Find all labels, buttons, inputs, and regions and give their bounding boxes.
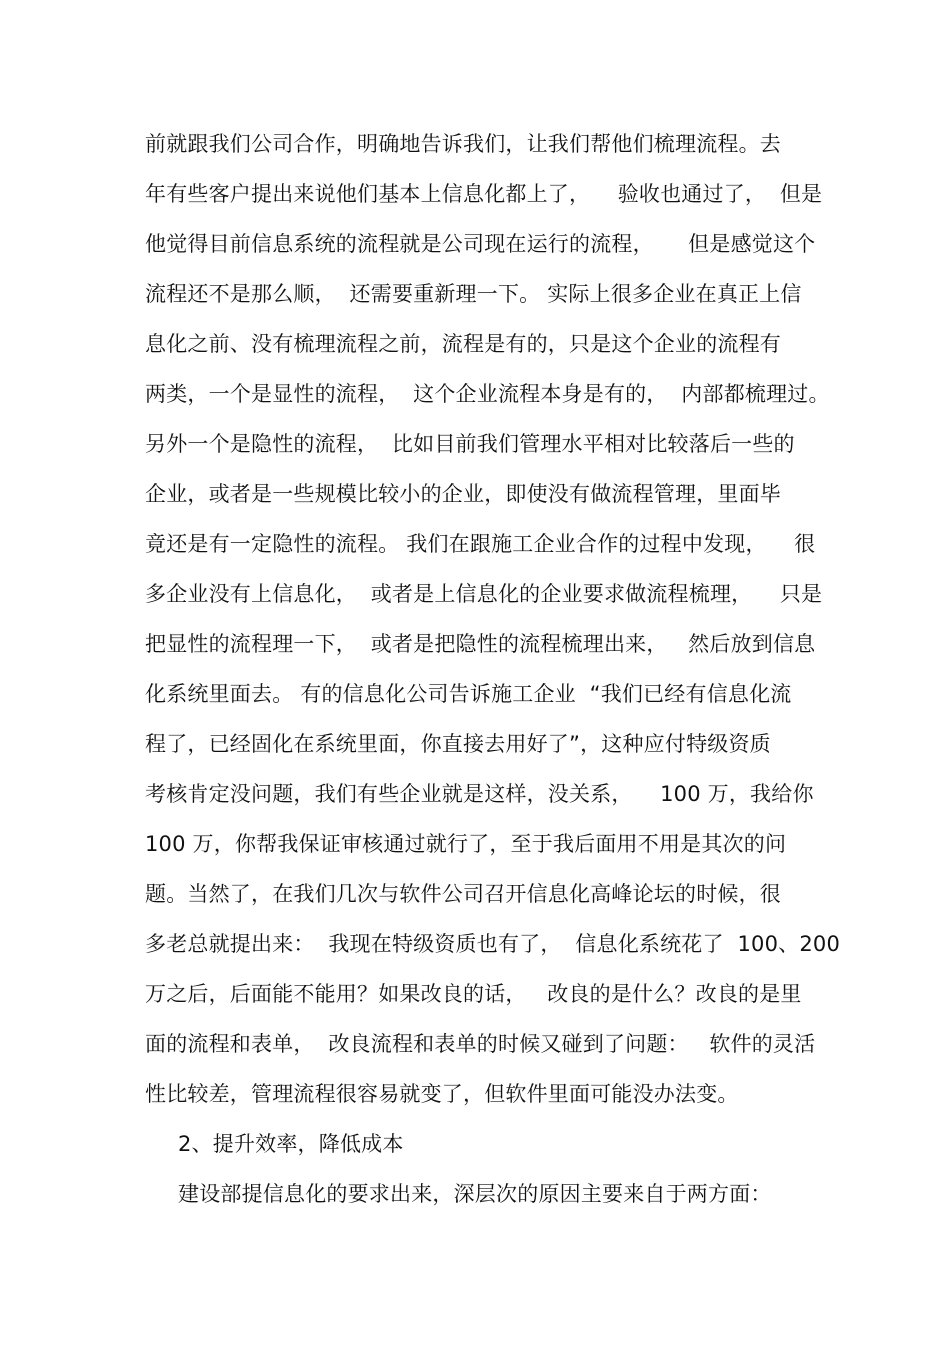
body-text-line: 题。当然了，在我们几次与软件公司召开信息化高峰论坛的时候，很 [145, 882, 781, 906]
body-text-line: 前就跟我们公司合作，明确地告诉我们，让我们帮他们梳理流程。去 [145, 132, 781, 156]
section-heading: 2、提升效率，降低成本 [178, 1132, 404, 1156]
body-text-line: 竟还是有一定隐性的流程。 我们在跟施工企业合作的过程中发现， 很 [145, 532, 816, 556]
body-text-line: 他觉得目前信息系统的流程就是公司现在运行的流程， 但是感觉这个 [145, 232, 816, 256]
body-text-line: 多老总就提出来： 我现在特级资质也有了， 信息化系统花了 100、200 [145, 932, 841, 956]
body-text-line: 程了，已经固化在系统里面，你直接去用好了”，这种应付特级资质 [145, 732, 771, 756]
body-text-line: 性比较差，管理流程很容易就变了，但软件里面可能没办法变。 [145, 1082, 739, 1106]
body-text-line: 年有些客户提出来说他们基本上信息化都上了， 验收也通过了， 但是 [145, 182, 823, 206]
body-text-line: 多企业没有上信息化， 或者是上信息化的企业要求做流程梳理， 只是 [145, 582, 823, 606]
body-text-line: 企业，或者是一些规模比较小的企业，即使没有做流程管理，里面毕 [145, 482, 781, 506]
paragraph-first-line: 建设部提信息化的要求出来，深层次的原因主要来自于两方面： [178, 1182, 772, 1206]
body-text-line: 息化之前、没有梳理流程之前，流程是有的，只是这个企业的流程有 [145, 332, 781, 356]
body-text-line: 100 万，你帮我保证审核通过就行了，至于我后面用不用是其次的问 [145, 832, 787, 856]
body-text-line: 化系统里面去。 有的信息化公司告诉施工企业 “我们已经有信息化流 [145, 682, 792, 706]
body-text-line: 另外一个是隐性的流程， 比如目前我们管理水平相对比较落后一些的 [145, 432, 795, 456]
body-text-line: 考核肯定没问题，我们有些企业就是这样，没关系， 100 万，我给你 [145, 782, 814, 806]
body-text-line: 流程还不是那么顺， 还需要重新理一下。 实际上很多企业在真正上信 [145, 282, 802, 306]
body-text-line: 两类，一个是显性的流程， 这个企业流程本身是有的， 内部都梳理过。 [145, 382, 830, 406]
body-text-line: 把显性的流程理一下， 或者是把隐性的流程梳理出来， 然后放到信息 [145, 632, 816, 656]
body-text-line: 面的流程和表单， 改良流程和表单的时候又碰到了问题： 软件的灵活 [145, 1032, 816, 1056]
body-text-line: 万之后，后面能不能用？如果改良的话， 改良的是什么？改良的是里 [145, 982, 802, 1006]
